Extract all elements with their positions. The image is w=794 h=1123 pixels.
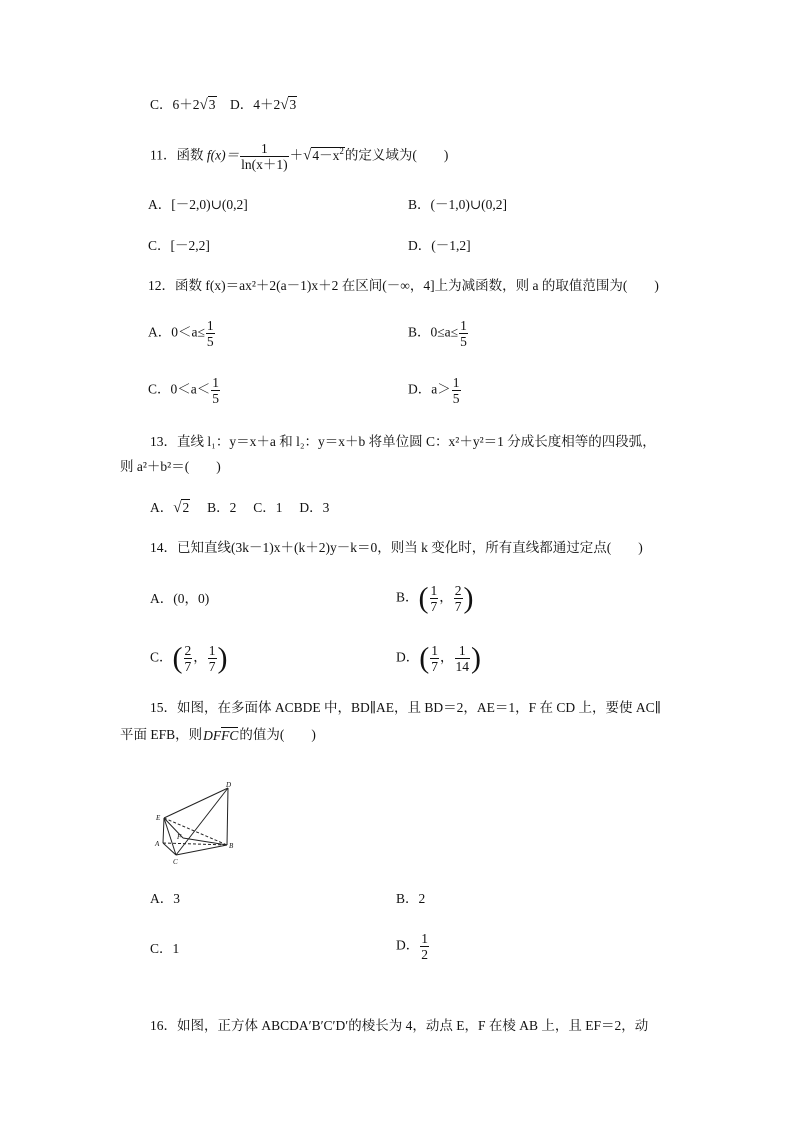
q15-stem-line1: 15．如图，在多面体 ACBDE 中，BD∥AE，且 BD＝2，AE＝1，F 在 CD 上，要使 AC∥ — [150, 700, 661, 715]
q14-stem: 14．已知直线(3k－1)x＋(k＋2)y－k＝0，则当 k 变化时，所有直线都通过定点( ) — [150, 540, 643, 555]
label-C: C — [173, 858, 178, 866]
q16-stem-line1: 16．如图，正方体 ABCDA′B′C′D′的棱长为 4，动点 E，F 在棱 AB 上，且 EF＝2，动 — [150, 1018, 649, 1033]
q12-option-d: D．a＞ $\frac{1}{5}$ — [408, 375, 460, 406]
edge-D-B — [227, 788, 228, 845]
q10-options: C．6＋2√3 D．4＋2√3 — [150, 97, 297, 113]
label-B: B — [229, 842, 234, 850]
q13-stem-line1: 13．直线 l₁：y＝x＋a 和 l₂：y＝x＋b 将单位圆 C：x²＋y²＝1 分成长度相等的四段弧， — [150, 434, 656, 449]
q12-option-a: A．0＜a≤ $\frac{1}{5}$ — [148, 318, 214, 349]
q12-option-c: C．0＜a＜ $\frac{1}{5}$ — [148, 375, 219, 406]
q15-stem-line2: 平面 EFB，则DFFC的值为( ) — [120, 727, 316, 743]
q11-option-c: C．[－2,2] — [148, 238, 210, 253]
q14-option-d: D．( $\frac{1}{7}$ ， $\frac{1}{14}$ ) — [396, 641, 481, 675]
polyhedron-figure — [150, 780, 250, 872]
q15-option-b: B．2 — [396, 891, 426, 906]
q13-stem-line2: 则 a²＋b²＝( ) — [120, 459, 221, 474]
q15-option-a: A．3 — [150, 891, 180, 906]
q14-option-c: C．( $\frac{2}{7}$ ， $\frac{1}{7}$ ) — [150, 641, 228, 675]
q13-options: A．√2 B．2 C．1 D．3 — [150, 500, 330, 516]
q15-option-d: D． $\frac{1}{2}$ — [396, 931, 428, 962]
q14-option-b: B．( $\frac{1}{7}$ ， $\frac{2}{7}$ ) — [396, 581, 474, 615]
q11-stem: 11．函数 f(x)＝ $\frac{1}{\ln(x+1)}$ $+√4-x^2$的定义域为( ) — [150, 141, 449, 172]
label-E: E — [156, 814, 161, 822]
edge-E-A — [163, 818, 164, 843]
label-F: F — [177, 833, 182, 841]
q11-option-a: A．[－2,0)∪(0,2] — [148, 197, 248, 212]
q15-option-c: C．1 — [150, 941, 180, 956]
edge-E-B — [164, 818, 227, 845]
edge-E-D — [164, 788, 228, 818]
label-A: A — [155, 840, 160, 848]
q12-stem: 12．函数 f(x)＝ax²＋2(a－1)x＋2 在区间(－∞，4]上为减函数，则 a 的取值范围为( ) — [148, 278, 659, 293]
label-D: D — [226, 781, 232, 789]
q11-option-d: D．(－1,2] — [408, 238, 471, 253]
q11-option-b: B．(－1,0)∪(0,2] — [408, 197, 508, 212]
q14-option-a: A．(0，0) — [150, 591, 210, 606]
q12-option-b: B．0≤a≤ $\frac{1}{5}$ — [408, 318, 467, 349]
edge-C-B — [176, 845, 227, 855]
